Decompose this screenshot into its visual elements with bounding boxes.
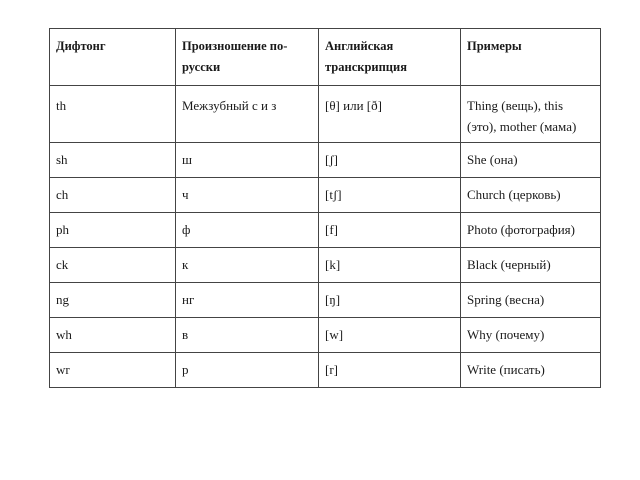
examples-cell: Church (церковь): [461, 178, 601, 213]
table-row: [50, 213, 601, 248]
pronunciation-cell: р: [176, 353, 319, 388]
transcription-cell: [tʃ]: [319, 178, 461, 213]
table-row: [50, 86, 601, 143]
transcription-cell: [k]: [319, 248, 461, 283]
pronunciation-cell: нг: [176, 283, 319, 318]
digraph-table: [49, 28, 601, 388]
digraph-cell: ck: [50, 248, 176, 283]
digraph-cell: sh: [50, 143, 176, 178]
table-row: [50, 318, 601, 353]
digraph-cell: th: [50, 86, 176, 143]
transcription-cell: [f]: [319, 213, 461, 248]
header-row: [50, 29, 601, 86]
digraph-cell: ch: [50, 178, 176, 213]
pronunciation-cell: ш: [176, 143, 319, 178]
transcription-cell: [ʃ]: [319, 143, 461, 178]
digraph-cell: wh: [50, 318, 176, 353]
table-row: [50, 248, 601, 283]
pronunciation-cell: в: [176, 318, 319, 353]
table-header: [50, 29, 601, 86]
table-body: [50, 86, 601, 388]
table-row: [50, 143, 601, 178]
examples-cell: Why (почему): [461, 318, 601, 353]
pronunciation-cell: ф: [176, 213, 319, 248]
header-english-transcription: Английская транскрипция: [319, 29, 461, 86]
table-row: [50, 283, 601, 318]
transcription-cell: [w]: [319, 318, 461, 353]
examples-cell: Photo (фотография): [461, 213, 601, 248]
examples-cell: She (она): [461, 143, 601, 178]
header-russian-pronunciation: Произношение по-русски: [176, 29, 319, 86]
transcription-cell: [r]: [319, 353, 461, 388]
digraph-cell: wr: [50, 353, 176, 388]
examples-cell: Write (писать): [461, 353, 601, 388]
pronunciation-cell: Межзубный с и з: [176, 86, 319, 143]
pronunciation-cell: ч: [176, 178, 319, 213]
table-row: [50, 353, 601, 388]
examples-cell: Thing (вещь), this (это), mother (мама): [461, 86, 601, 143]
pronunciation-cell: к: [176, 248, 319, 283]
digraph-cell: ph: [50, 213, 176, 248]
digraph-cell: ng: [50, 283, 176, 318]
transcription-cell: [ŋ]: [319, 283, 461, 318]
examples-cell: Black (черный): [461, 248, 601, 283]
examples-cell: Spring (весна): [461, 283, 601, 318]
table-row: [50, 178, 601, 213]
header-examples: Примеры: [461, 29, 601, 86]
header-digraph: Дифтонг: [50, 29, 176, 86]
transcription-cell: [θ] или [ð]: [319, 86, 461, 143]
